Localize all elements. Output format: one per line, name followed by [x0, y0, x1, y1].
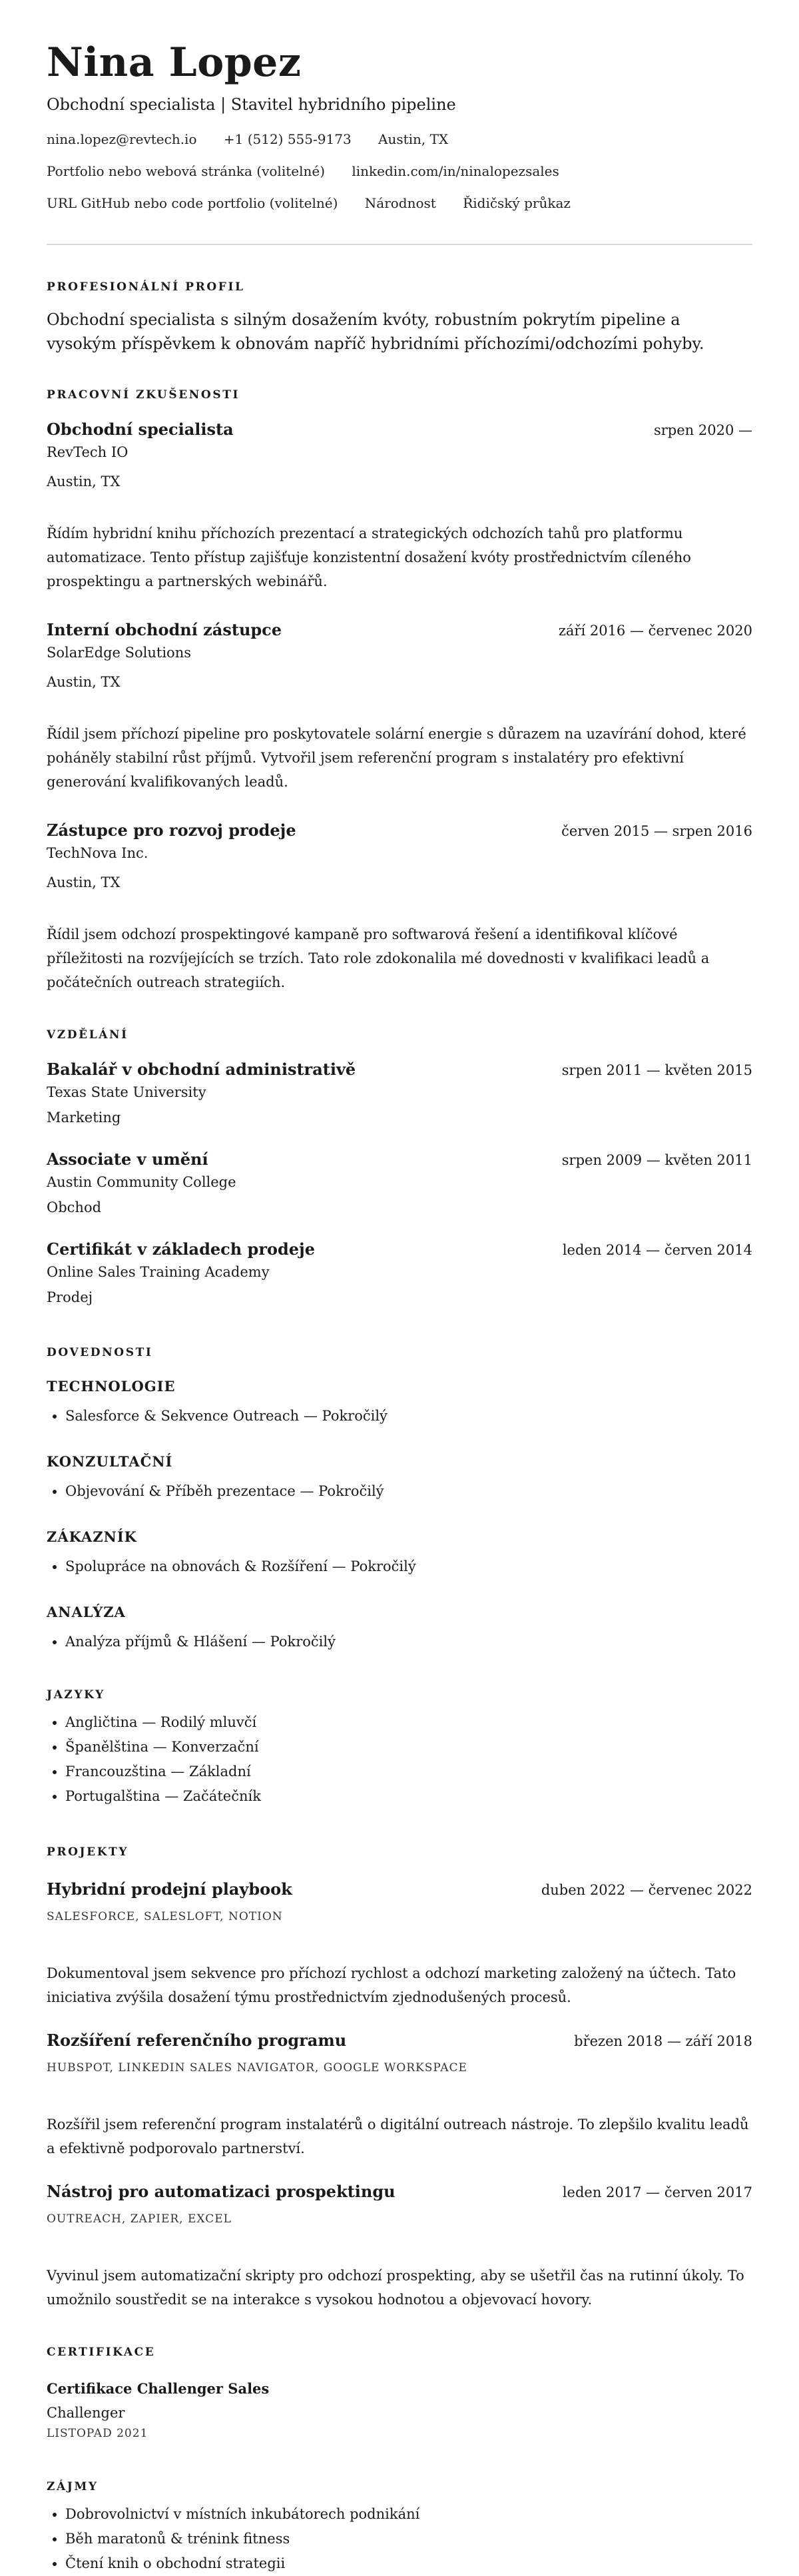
education-header — [47, 1060, 752, 1080]
job-location: Austin, TX — [47, 874, 121, 890]
contact-github[interactable]: URL GitHub nebo code portfolio (volitelné) — [47, 195, 338, 211]
job-header — [47, 820, 752, 841]
skill-item: • Objevování & Příběh prezentace — Pokročilý — [65, 1479, 752, 1504]
skills-section — [47, 1345, 752, 1654]
job-location: Austin, TX — [47, 674, 121, 690]
interests-section — [47, 2479, 752, 2576]
education-school: Online Sales Training Academy — [47, 1264, 270, 1280]
contact-email[interactable]: nina.lopez@revtech.io — [47, 131, 197, 147]
project-title: Nástroj pro automatizaci prospektingu — [47, 2182, 396, 2201]
languages-section — [47, 1688, 752, 1809]
project-title: Rozšíření referenčního programu — [47, 2031, 347, 2050]
certifications-section-title: CERTIFIKACE — [47, 2346, 156, 2359]
education-school: Texas State University — [47, 1084, 206, 1100]
profile-section — [47, 280, 752, 356]
job-date: červen 2015 — srpen 2016 — [561, 823, 752, 839]
education-degree: Associate v umění — [47, 1149, 208, 1169]
contact-portfolio[interactable]: Portfolio nebo webová stránka (volitelné) — [47, 163, 326, 179]
certification-entry — [47, 2380, 752, 2441]
skill-list — [47, 1404, 752, 1429]
job-title: Interní obchodní zástupce — [47, 620, 282, 639]
job-header — [47, 620, 752, 641]
project-tech: OUTREACH, ZAPIER, EXCEL — [47, 2212, 232, 2226]
job-date: září 2016 — červenec 2020 — [558, 623, 752, 639]
skill-group — [47, 1528, 752, 1579]
contact-driving-license: Řidičský průkaz — [463, 195, 571, 211]
job-entry — [47, 420, 752, 593]
profile-section-title: PROFESIONÁLNÍ PROFIL — [47, 280, 245, 294]
candidate-name: Nina Lopez — [47, 39, 302, 86]
job-company: SolarEdge Solutions — [47, 645, 191, 661]
skill-group-name: ZÁKAZNÍK — [47, 1528, 137, 1545]
project-tech: HUBSPOT, LINKEDIN SALES NAVIGATOR, GOOGLE WORKSPACE — [47, 2061, 467, 2075]
contact-phone[interactable]: +1 (512) 555-9173 — [223, 131, 352, 147]
job-entry — [47, 620, 752, 794]
project-date: leden 2017 — červen 2017 — [562, 2184, 752, 2200]
contact-row-2 — [47, 162, 752, 180]
language-item: • Portugalština — Začátečník — [65, 1784, 752, 1809]
skill-group-name: TECHNOLOGIE — [47, 1378, 176, 1395]
contact-location: Austin, TX — [378, 131, 449, 147]
skill-group — [47, 1603, 752, 1654]
interest-list — [47, 2502, 752, 2576]
skill-item: • Salesforce & Sekvence Outreach — Pokročilý — [65, 1404, 752, 1429]
contact-row-3 — [47, 194, 752, 212]
project-entry — [47, 2182, 752, 2312]
projects-section-title: PROJEKTY — [47, 1845, 129, 1859]
education-degree: Certifikát v základech prodeje — [47, 1239, 315, 1259]
language-item: • Angličtina — Rodilý mluvčí — [65, 1710, 752, 1735]
certification-issuer: Challenger — [47, 2405, 125, 2421]
job-description: Řídil jsem příchozí pipeline pro poskytovatele solární energie s důrazem na uzavírání dohod, které poháněly stabilní růst příjmů. Vytvořil jsem referenční program s instalatéry pro efektivní generování kvalifikovaných leadů. — [47, 726, 746, 790]
contact-linkedin[interactable]: linkedin.com/in/ninalopezsales — [352, 163, 559, 179]
education-field: Obchod — [47, 1199, 102, 1215]
project-description: Vyvinul jsem automatizační skripty pro odchozí prospekting, aby se ušetřil čas na rutinní úkoly. To umožnilo soustředit se na interakce s vysokou hodnotou a objevovací hovory. — [47, 2268, 744, 2308]
job-company: TechNova Inc. — [47, 845, 148, 861]
interest-item: • Běh maratonů & trénink fitness — [65, 2527, 752, 2551]
job-title: Zástupce pro rozvoj prodeje — [47, 820, 296, 840]
resume-header — [47, 41, 752, 212]
language-list — [47, 1710, 752, 1809]
skill-list — [47, 1479, 752, 1504]
education-school: Austin Community College — [47, 1174, 236, 1190]
project-date: březen 2018 — září 2018 — [574, 2033, 752, 2049]
certification-date: LISTOPAD 2021 — [47, 2427, 148, 2440]
education-header — [47, 1149, 752, 1170]
education-header — [47, 1239, 752, 1260]
certifications-section — [47, 2345, 752, 2441]
job-description: Řídil jsem odchozí prospektingové kampaně pro softwarová řešení a identifikoval klíčové příležitosti na rozvíjejících se trzích. Tato role zdokonalila mé dovednosti v kvalifikaci leadů a počátečních outreach strategiích. — [47, 926, 710, 990]
header-divider — [47, 244, 752, 245]
education-field: Prodej — [47, 1289, 93, 1305]
education-section — [47, 1028, 752, 1307]
skill-group — [47, 1377, 752, 1429]
interests-section-title: ZÁJMY — [47, 2480, 99, 2493]
job-location: Austin, TX — [47, 474, 121, 489]
contact-nationality: Národnost — [364, 195, 436, 211]
skill-item: • Analýza příjmů & Hlášení — Pokročilý — [65, 1630, 752, 1654]
job-company: RevTech IO — [47, 444, 129, 460]
interest-item: • Čtení knih o obchodní strategii — [65, 2551, 752, 2576]
education-entry — [47, 1060, 752, 1127]
project-tech: SALESFORCE, SALESLOFT, NOTION — [47, 1910, 283, 1923]
education-date: srpen 2009 — květen 2011 — [561, 1152, 752, 1168]
certification-name: Certifikace Challenger Sales — [47, 2380, 270, 2397]
skills-section-title: DOVEDNOSTI — [47, 1346, 153, 1359]
job-title: Obchodní specialista — [47, 420, 234, 439]
language-item: • Francouzština — Základní — [65, 1760, 752, 1784]
education-date: srpen 2011 — květen 2015 — [561, 1062, 752, 1078]
job-header — [47, 420, 752, 440]
education-entry — [47, 1149, 752, 1217]
skill-group-name: ANALÝZA — [47, 1604, 126, 1620]
profile-text: Obchodní specialista s silným dosažením kvóty, robustním pokrytím pipeline a vysokým příspěvkem k obnovám napříč hybridními příchozími/odchozími pohyby. — [47, 310, 704, 353]
skill-list — [47, 1554, 752, 1579]
project-entry — [47, 1879, 752, 2009]
education-field: Marketing — [47, 1110, 121, 1126]
work-section — [47, 388, 752, 994]
languages-section-title: JAZYKY — [47, 1688, 105, 1702]
project-title: Hybridní prodejní playbook — [47, 1879, 292, 1899]
contact-row-1 — [47, 131, 752, 148]
project-description: Dokumentoval jsem sekvence pro příchozí rychlost a odchozí marketing založený na účtech. Tato iniciativa zvýšila dosažení týmu prostřednictvím zjednodušených procesů. — [47, 1965, 736, 2005]
interest-item: • Dobrovolnictví v místních inkubátorech podnikání — [65, 2502, 752, 2527]
work-section-title: PRACOVNÍ ZKUŠENOSTI — [47, 388, 240, 402]
headline: Obchodní specialista | Stavitel hybridního pipeline — [47, 95, 456, 114]
skill-group — [47, 1452, 752, 1504]
skill-list — [47, 1630, 752, 1654]
project-header — [47, 2031, 752, 2051]
education-degree: Bakalář v obchodní administrativě — [47, 1060, 356, 1079]
job-entry — [47, 820, 752, 994]
job-date: srpen 2020 — — [653, 422, 752, 438]
education-entry — [47, 1239, 752, 1307]
skill-group-name: KONZULTAČNÍ — [47, 1453, 173, 1470]
project-entry — [47, 2031, 752, 2160]
project-header — [47, 2182, 752, 2202]
education-section-title: VZDĚLÁNÍ — [47, 1028, 129, 1042]
project-header — [47, 1879, 752, 1900]
project-description: Rozšířil jsem referenční program instalatérů o digitální outreach nástroje. To zlepšilo kvalitu leadů a efektivně podporovalo partnerství. — [47, 2116, 749, 2156]
project-date: duben 2022 — červenec 2022 — [541, 1882, 752, 1898]
education-date: leden 2014 — červen 2014 — [562, 1242, 752, 1258]
projects-section — [47, 1845, 752, 2312]
job-description: Řídím hybridní knihu příchozích prezentací a strategických odchozích tahů pro platformu automatizace. Tento přístup zajišťuje konzistentní dosažení kvóty prostřednictvím cíleného prospektingu a partnerských webinářů. — [47, 525, 691, 589]
language-item: • Španělština — Konverzační — [65, 1735, 752, 1760]
skill-item: • Spolupráce na obnovách & Rozšíření — Pokročilý — [65, 1554, 752, 1579]
